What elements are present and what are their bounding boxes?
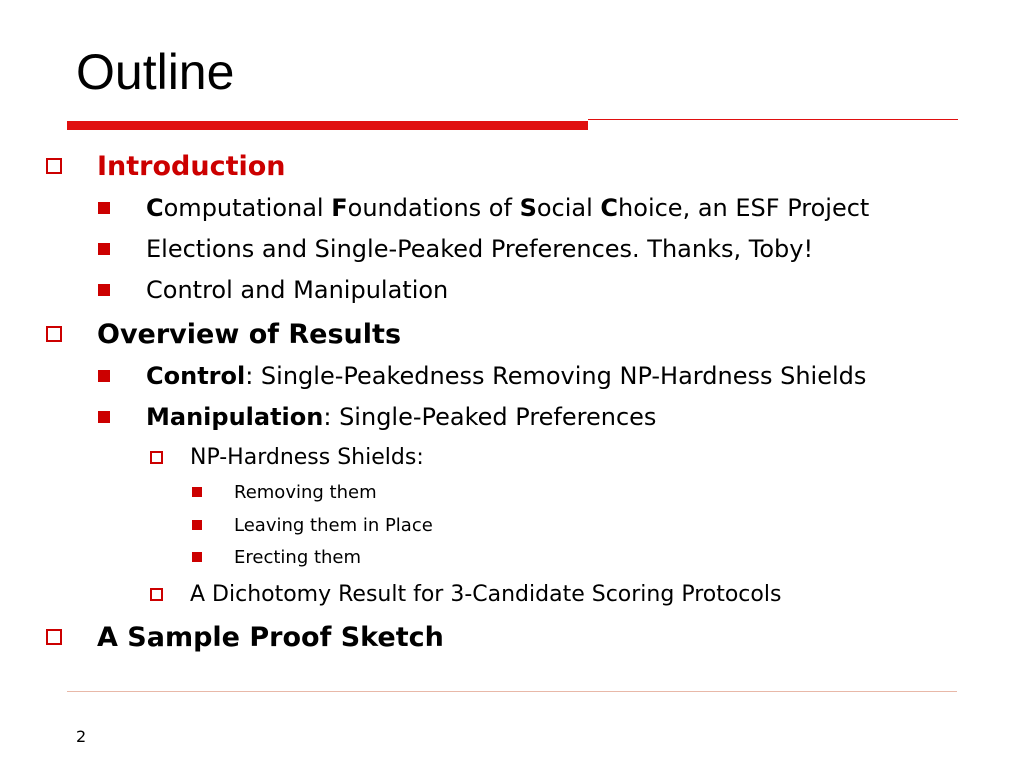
outline-leaf-label: Removing them xyxy=(234,481,377,503)
cfsc-text xyxy=(146,194,869,222)
outline-subitem-label: Control and Manipulation xyxy=(146,276,449,304)
emphasis-label: Control xyxy=(146,362,246,390)
outline-subitem-label: Elections and Single-Peaked Preferences. Thanks, Toby! xyxy=(146,235,814,263)
hollow-square-bullet-icon xyxy=(150,588,163,601)
initial-letter: S xyxy=(519,194,537,222)
outline-subitem-elections xyxy=(98,233,813,265)
solid-square-bullet-icon xyxy=(98,370,110,382)
word-fragment: ocial xyxy=(536,194,601,222)
manipulation-text xyxy=(146,403,656,431)
outline-item-introduction xyxy=(46,148,286,184)
outline-item-label: Overview of Results xyxy=(97,318,402,350)
solid-square-bullet-icon xyxy=(98,284,110,296)
outline-subsubitem-np-shields xyxy=(150,442,424,472)
initial-letter: C xyxy=(600,194,619,222)
footer-divider xyxy=(67,691,957,692)
solid-square-bullet-icon xyxy=(98,202,110,214)
word-fragment: omputational xyxy=(163,194,332,222)
initial-letter: F xyxy=(331,194,348,222)
title-underline-thin xyxy=(588,119,958,120)
hollow-square-bullet-icon xyxy=(46,158,62,174)
solid-square-bullet-icon xyxy=(192,487,202,497)
outline-leaf-label: Erecting them xyxy=(234,546,362,568)
word-fragment: oundations of xyxy=(347,194,520,222)
outline-subitem-cfsc xyxy=(98,192,869,224)
word-fragment: hoice, an ESF Project xyxy=(618,194,870,222)
solid-square-bullet-icon xyxy=(192,552,202,562)
outline-item-label: A Sample Proof Sketch xyxy=(97,621,444,653)
title-underline-bar xyxy=(67,121,588,130)
hollow-square-bullet-icon xyxy=(150,451,163,464)
outline-subitem-manipulation xyxy=(98,401,656,433)
control-text xyxy=(146,362,866,390)
outline-leaf-label: Leaving them in Place xyxy=(234,514,433,536)
outline-subitem-control-manipulation xyxy=(98,274,448,306)
description: : Single-Peaked Preferences xyxy=(323,403,657,431)
outline-leaf-erecting xyxy=(192,544,361,570)
hollow-square-bullet-icon xyxy=(46,629,62,645)
outline-leaf-removing xyxy=(192,479,377,505)
initial-letter: C xyxy=(146,194,164,222)
outline-item-sample-proof xyxy=(46,619,444,655)
outline-item-overview xyxy=(46,316,401,352)
page-number: 2 xyxy=(76,727,87,746)
outline-subsubitem-label: NP-Hardness Shields: xyxy=(190,444,424,470)
solid-square-bullet-icon xyxy=(98,411,110,423)
solid-square-bullet-icon xyxy=(98,243,110,255)
solid-square-bullet-icon xyxy=(192,520,202,530)
outline-subsubitem-dichotomy xyxy=(150,579,781,609)
outline-item-label: Introduction xyxy=(97,150,286,182)
description: : Single-Peakedness Removing NP-Hardness Shields xyxy=(245,362,867,390)
outline-leaf-leaving xyxy=(192,512,433,538)
hollow-square-bullet-icon xyxy=(46,326,62,342)
outline-subitem-control xyxy=(98,360,866,392)
emphasis-label: Manipulation xyxy=(146,403,324,431)
outline-subsubitem-label: A Dichotomy Result for 3-Candidate Scoring Protocols xyxy=(190,581,782,607)
slide-title: Outline xyxy=(76,44,235,100)
